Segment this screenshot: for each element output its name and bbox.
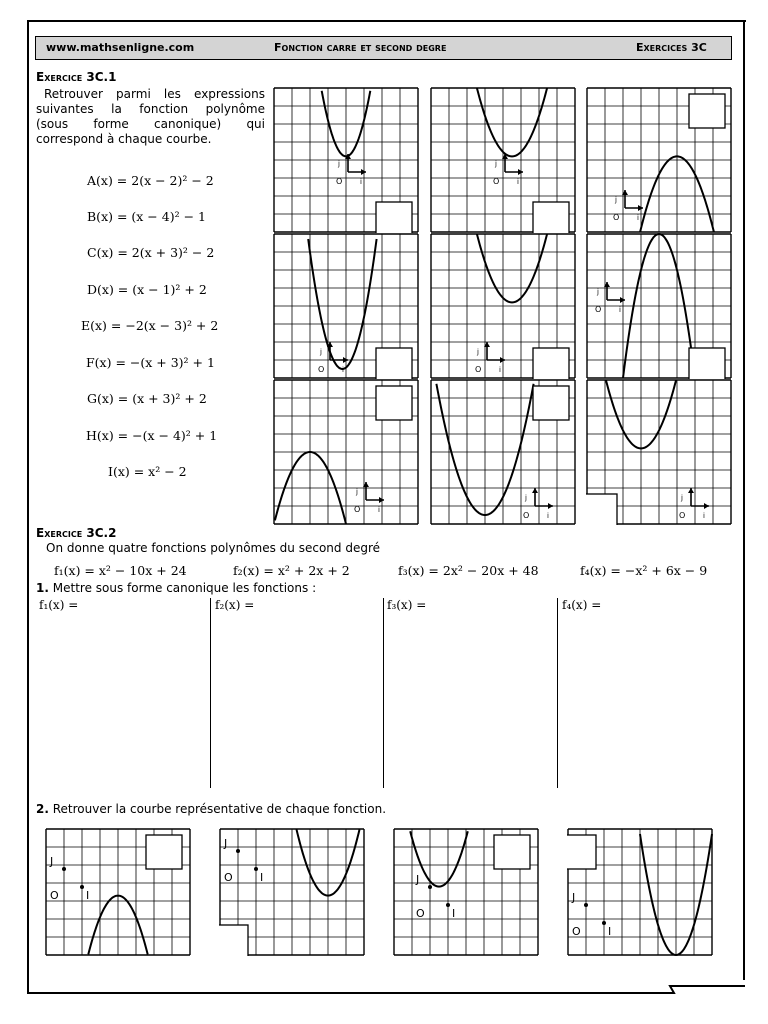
i-label: i (619, 306, 621, 314)
function-f3: f₃(x) = 2x² − 20x + 48 (398, 563, 539, 578)
answer-divider (383, 598, 384, 788)
i-label: I (260, 871, 264, 884)
origin-label: O (475, 365, 482, 374)
intro-line: suivantes la fonction polynôme (36, 102, 265, 116)
intro-line: correspond à chaque courbe. (36, 132, 212, 146)
j-label: J (50, 855, 54, 868)
j-point (62, 867, 66, 871)
j-point (584, 903, 588, 907)
graph-q2-4 (567, 828, 713, 960)
i-label: I (86, 889, 90, 902)
graph-q2-2 (219, 828, 365, 960)
answer-label-f1: f₁(x) = (39, 598, 79, 612)
i-point (254, 867, 258, 871)
answer-box (533, 202, 569, 233)
answer-label-f3: f₃(x) = (387, 598, 427, 612)
i-label: i (517, 178, 519, 186)
formula-E: E(x) = −2(x − 3)² + 2 (81, 318, 219, 333)
j-label: j (615, 196, 617, 204)
origin-label: O (679, 511, 686, 520)
curve (308, 239, 376, 369)
j-label: j (597, 288, 599, 296)
formula-I: I(x) = x² − 2 (108, 464, 187, 479)
answer-label-f4: f₄(x) = (562, 598, 602, 612)
answer-box (533, 386, 569, 420)
arrow-head (379, 497, 384, 503)
formula-B: B(x) = (x − 4)² − 1 (87, 209, 206, 224)
page-frame-bottom (27, 992, 667, 994)
j-point (236, 849, 240, 853)
i-label: i (360, 178, 362, 186)
graph-q2-1 (45, 828, 191, 960)
i-point (602, 921, 606, 925)
exercise-1-title: Exercice 3C.1 (36, 70, 117, 84)
site-url: www.mathsenligne.com (46, 41, 195, 54)
arrow-head (532, 488, 538, 493)
intro-line: Retrouver parmi les expressions (44, 87, 265, 101)
origin-label: O (613, 213, 620, 222)
answer-box (494, 835, 530, 869)
j-point (428, 885, 432, 889)
arrow-head (343, 357, 348, 363)
i-label: I (452, 907, 456, 920)
question-1-text: Mettre sous forme canonique les fonctions : (52, 581, 317, 595)
function-f1: f₁(x) = x² − 10x + 24 (54, 563, 187, 578)
answer-box (376, 386, 412, 420)
graph-7 (273, 379, 419, 529)
origin-label: O (354, 505, 361, 514)
origin-label: O (224, 871, 233, 884)
answer-box (689, 94, 725, 128)
curve (477, 88, 547, 156)
j-label: j (356, 488, 358, 496)
arrow-head (361, 169, 366, 175)
formula-A: A(x) = 2(x − 2)² − 2 (87, 173, 214, 188)
arrow-head (704, 503, 709, 509)
graph-9 (586, 379, 732, 529)
answer-divider (210, 598, 211, 788)
curve (477, 234, 547, 302)
answer-box (376, 348, 412, 379)
page-title: Fonction carre et second degre (274, 41, 447, 54)
graph-6 (586, 233, 732, 383)
j-label: J (572, 891, 576, 904)
formula-F: F(x) = −(x + 3)² + 1 (86, 355, 215, 370)
answer-box (586, 494, 617, 525)
graph-3 (586, 87, 732, 237)
origin-label: O (416, 907, 425, 920)
question-1-number: 1. (36, 581, 49, 595)
origin-label: O (493, 177, 500, 186)
graph-5 (430, 233, 576, 383)
i-point (80, 885, 84, 889)
page-header (35, 36, 732, 60)
formula-C: C(x) = 2(x + 3)² − 2 (87, 245, 215, 260)
j-label: j (495, 160, 497, 168)
arrow-head (518, 169, 523, 175)
question-1 (36, 581, 316, 596)
exercise-2-intro: On donne quatre fonctions polynômes du second degré (46, 541, 381, 555)
j-label: j (681, 494, 683, 502)
origin-label: O (595, 305, 602, 314)
origin-label: O (572, 925, 581, 938)
page-corner-mark (664, 980, 748, 1000)
j-label: j (338, 160, 340, 168)
section-label: Exercices 3C (636, 41, 707, 54)
j-label: j (525, 494, 527, 502)
j-label: j (477, 348, 479, 356)
origin-label: O (50, 889, 59, 902)
i-label: I (608, 925, 612, 938)
i-label: i (547, 512, 549, 520)
question-2 (36, 802, 386, 817)
formula-D: D(x) = (x − 1)² + 2 (87, 282, 207, 297)
arrow-head (620, 297, 625, 303)
exercise-1-intro (36, 87, 265, 147)
i-label: i (703, 512, 705, 520)
arrow-head (688, 488, 694, 493)
intro-line: (sous forme canonique) qui (36, 117, 265, 131)
answer-box (146, 835, 182, 869)
origin-label: O (318, 365, 325, 374)
origin-label: O (336, 177, 343, 186)
graph-8 (430, 379, 576, 529)
i-label: i (378, 506, 380, 514)
answer-box (376, 202, 412, 233)
i-label: i (637, 214, 639, 222)
question-2-text: Retrouver la courbe représentative de chaque fonction. (52, 802, 387, 816)
exercise-2-title: Exercice 3C.2 (36, 526, 117, 540)
answer-label-f2: f₂(x) = (215, 598, 255, 612)
j-label: J (416, 873, 420, 886)
i-label: i (499, 366, 501, 374)
function-f2: f₂(x) = x² + 2x + 2 (233, 563, 350, 578)
arrow-head (500, 357, 505, 363)
arrow-head (638, 205, 643, 211)
formula-G: G(x) = (x + 3)² + 2 (87, 391, 207, 406)
function-f4: f₄(x) = −x² + 6x − 9 (580, 563, 708, 578)
i-point (446, 903, 450, 907)
arrow-head (548, 503, 553, 509)
question-2-number: 2. (36, 802, 49, 816)
graph-1 (273, 87, 419, 237)
graph-4 (273, 233, 419, 383)
graph-2 (430, 87, 576, 237)
answer-box (219, 925, 248, 956)
formula-H: H(x) = −(x − 4)² + 1 (86, 428, 218, 443)
j-label: j (320, 348, 322, 356)
page-frame-right (743, 20, 745, 980)
i-label: i (342, 366, 344, 374)
answer-divider (557, 598, 558, 788)
answer-box (567, 835, 596, 869)
answer-box (533, 348, 569, 379)
origin-label: O (523, 511, 530, 520)
j-label: J (224, 837, 228, 850)
graph-q2-3 (393, 828, 539, 960)
answer-box (689, 348, 725, 379)
